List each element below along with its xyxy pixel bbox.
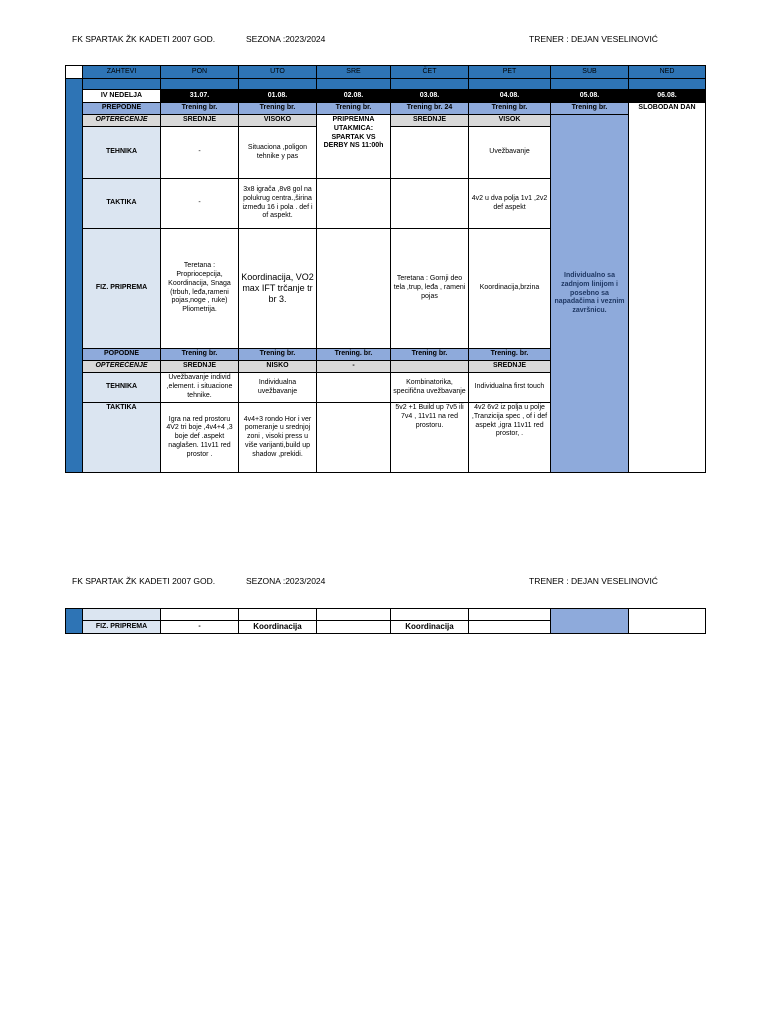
spacer-row [66,79,706,90]
afternoon-taktika-sre [317,403,391,473]
afternoon-session-uto: Trening br. [239,349,317,361]
morning-tehnika-pon: - [161,127,239,179]
friendly-match-note: PRIPREMNA UTAKMICA: SPARTAK VS DERBY NS 11:00h [317,115,391,179]
weekday-header-row [66,66,706,79]
afternoon-session-pon: Trening br. [161,349,239,361]
date-uto: 01.08. [239,90,317,103]
afternoon-taktika-uto: 4v4+3 rondo Hor i ver pomeranje u srednjoj zoni , visoki press u više varijanti,build up shadow ,prekidi. [239,403,317,473]
afternoon-load-pet: SREDNJE [469,361,551,373]
date-pet: 04.08. [469,90,551,103]
spacer-cell [551,79,629,90]
afternoon-tehnika-uto: Individualna uvežbavanje [239,373,317,403]
corner-cell [66,66,83,79]
afternoon-load-cet [391,361,469,373]
morning-tehnika-cet [391,127,469,179]
empty-cell [239,609,317,621]
col-cet: ČET [391,66,469,79]
morning-session-pon: Trening br. [161,103,239,115]
afternoon-load-label: OPTEREĆENJE [83,361,161,373]
empty-cell [83,609,161,621]
morning-tehnika-uto: Situaciona ,poligon tehnike y pas [239,127,317,179]
saturday-note [551,115,629,473]
fiz-uto-2: Koordinacija [239,621,317,634]
spacer-cell [83,79,161,90]
saturday-note-text: Individualno sa zadnjom linijom i posebno sa napadačima i veznim završnicu. [554,272,625,315]
morning-load-label: OPTEREĆENJE [83,115,161,127]
afternoon-taktika-pet: 4v2 6v2 iz polja u polje ,Tranzicija spec , of i def aspekt ,igra 11v11 red prostor, . [469,403,551,473]
morning-tehnika-label: TEHNIKA [83,127,161,179]
morning-taktika-pet: 4v2 u dva polja 1v1 ,2v2 def aspekt [469,179,551,229]
afternoon-tehnika-sre [317,373,391,403]
morning-tehnika-pet: Uvežbavanje [469,127,551,179]
spacer-cell [161,79,239,90]
season-label-2: SEZONA :2023/2024 [246,576,326,586]
coach-label: TRENER : DEJAN VESELINOVIĆ [529,34,658,44]
morning-taktika-pon: - [161,179,239,229]
morning-session-row [66,103,706,115]
date-ned: 06.08. [629,90,706,103]
spacer-cell [239,79,317,90]
week-label: IV NEDELJA [83,90,161,103]
fiz-sre-2 [317,621,391,634]
morning-fiz-sre [317,229,391,349]
afternoon-tehnika-label: TEHNIKA [83,373,161,403]
morning-session-pet: Trening br. [469,103,551,115]
afternoon-label: POPODNE [83,349,161,361]
side-bar [66,79,83,473]
morning-label: PREPODNE [83,103,161,115]
date-row [66,90,706,103]
afternoon-tehnika-pon: Uvežbavanje individ ,element. i situacione tehnike. [161,373,239,403]
col-zahtevi: ZAHTEVI [83,66,161,79]
date-sub: 05.08. [551,90,629,103]
empty-cell [317,609,391,621]
spacer-cell [317,79,391,90]
col-sre: SRE [317,66,391,79]
date-sre: 02.08. [317,90,391,103]
morning-fiz-pon: Teretana : Propriocepcija, Koordinacija, Snaga (trbuh, leđa,rameni pojas,noge , ruke) Pliometrija. [161,229,239,349]
empty-cell [391,609,469,621]
empty-cell [469,609,551,621]
date-cet: 03.08. [391,90,469,103]
spacer-cell [629,79,706,90]
morning-taktika-sre [317,179,391,229]
morning-taktika-cet [391,179,469,229]
fiz-pet-2 [469,621,551,634]
afternoon-load-sre: - [317,361,391,373]
club-title-2: FK SPARTAK ŽK KADETI 2007 GOD. [72,576,216,586]
coach-label-2: TRENER : DEJAN VESELINOVIĆ [529,576,658,586]
weekly-plan-table [65,65,706,473]
morning-session-cet: Trening br. 24 [391,103,469,115]
fiz-pon-2: - [161,621,239,634]
morning-fiz-pet: Koordinacija,brzina [469,229,551,349]
afternoon-taktika-label: TAKTIKA [83,403,161,473]
empty-cell [161,609,239,621]
morning-load-pet: VISOK [469,115,551,127]
afternoon-session-cet: Trening br. [391,349,469,361]
afternoon-tehnika-pet: Individualna first touch [469,373,551,403]
morning-load-cet: SREDNJE [391,115,469,127]
afternoon-load-uto: NISKO [239,361,317,373]
fiz-top-row [66,609,706,621]
morning-taktika-label: TAKTIKA [83,179,161,229]
saturday-block [551,609,629,634]
morning-taktika-uto: 3x8 igrača ,8v8 gol na polukrug centra.,širina između 16 i pola . def i of aspekt. [239,179,317,229]
morning-load-pon: SREDNJE [161,115,239,127]
morning-fiz-uto: Koordinacija, VO2 max IFT trčanje tr br 3. [239,229,317,349]
morning-load-row [66,115,706,127]
morning-fiz-label: FIZ. PRIPREMA [83,229,161,349]
morning-load-uto: VISOKO [239,115,317,127]
morning-session-sre: Trening br. [317,103,391,115]
spacer-cell [469,79,551,90]
fiz-cet-2: Koordinacija [391,621,469,634]
col-pon: PON [161,66,239,79]
col-pet: PET [469,66,551,79]
col-sub: SUB [551,66,629,79]
afternoon-tehnika-cet: Kombinatorika, specifična uvežbavanje [391,373,469,403]
afternoon-taktika-pon: Igra na red prostoru 4V2 tri boje ,4v4+4 ,3 boje def .aspekt naglašen. 11v11 red prostor . [161,403,239,473]
afternoon-load-pon: SREDNJE [161,361,239,373]
date-pon: 31.07. [161,90,239,103]
morning-session-sub: Trening br. [551,103,629,115]
club-title: FK SPARTAK ŽK KADETI 2007 GOD. [72,34,216,44]
col-uto: UTO [239,66,317,79]
afternoon-session-sre: Trening. br. [317,349,391,361]
side-bar-2 [66,609,83,634]
season-label: SEZONA :2023/2024 [246,34,326,44]
morning-fiz-cet: Teretana : Gornji deo tela ,trup, leđa , rameni pojas [391,229,469,349]
spacer-cell [391,79,469,90]
afternoon-session-pet: Trening. br. [469,349,551,361]
morning-session-uto: Trening br. [239,103,317,115]
fiz-table [65,608,706,634]
fiz-label-2: FIZ. PRIPREMA [83,621,161,634]
sunday-block [629,609,706,634]
col-ned: NED [629,66,706,79]
sunday-free-day: SLOBODAN DAN [629,103,706,473]
afternoon-taktika-cet: 5v2 +1 Build up 7v5 ili 7v4 , 11v11 na red prostoru. [391,403,469,473]
